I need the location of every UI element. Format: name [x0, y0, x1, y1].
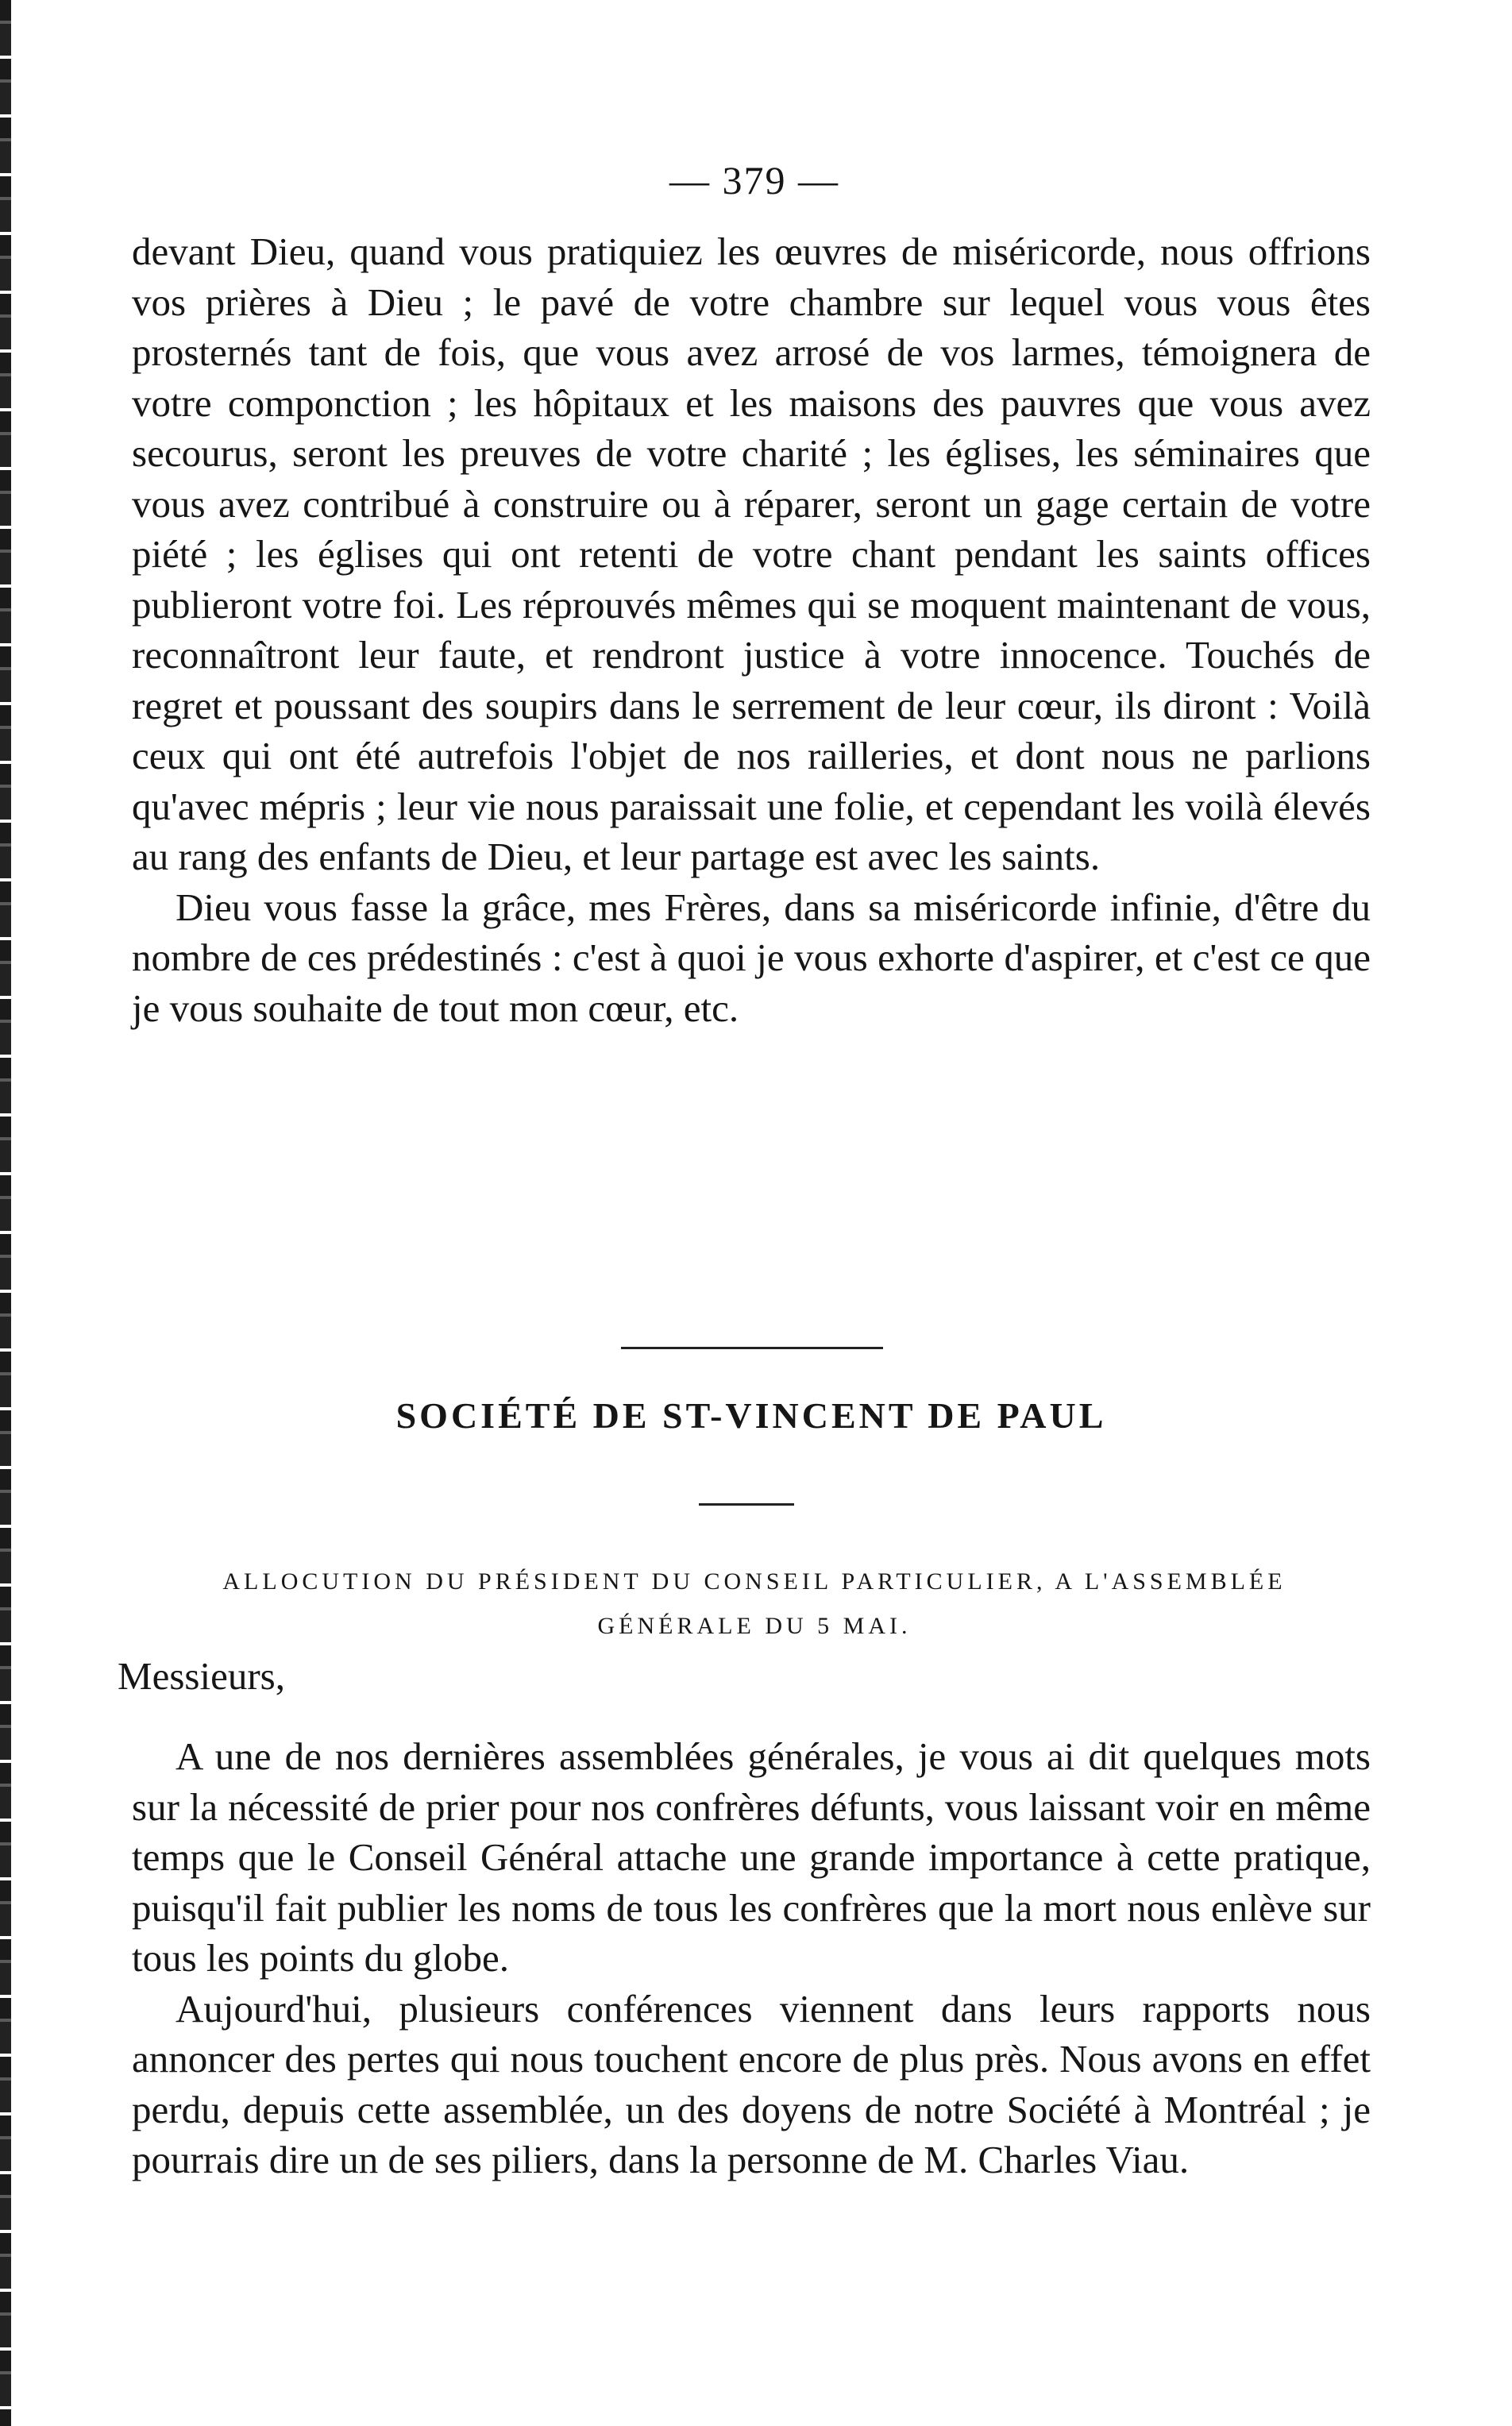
page-number: — 379 — [669, 158, 839, 202]
section-divider [621, 1347, 883, 1349]
paragraph: Dieu vous fasse la grâce, mes Frères, dans sa miséricorde infinie, d'être du nombre de ces prédestinés : c'est à quoi je vous exhorte d'aspirer, et c'est ce que je vous souhaite de tout mon cœur, etc. [132, 885, 1371, 1030]
section-heading: SOCIÉTÉ DE ST-VINCENT DE PAUL [395, 1395, 1107, 1436]
sermon-conclusion [132, 226, 1371, 1033]
paragraph: Aujourd'hui, plusieurs conférences viennent dans leurs rapports nous annoncer des pertes qui nous touchent encore de plus près. Nous avons en effet perdu, depuis cette assemblée, un des doyens de notre Société à Montréal ; je pourrais dire un de ses piliers, dans la personne de M. Charles Viau. [132, 1986, 1371, 2181]
heading-rule [699, 1503, 794, 1506]
paragraph: devant Dieu, quand vous pratiquiez les œuvres de miséricorde, nous offrions vos prières à Dieu ; le pavé de votre chambre sur lequel vous vous êtes prosternés tant de fois, que vous avez arrosé de vos larmes, témoignera de votre componction ; les hôpitaux et les maisons des pauvres que vous avez secourus, seront les preuves de votre charité ; les églises, les séminaires que vous avez contribué à construire ou à réparer, seront un gage certain de votre piété ; les églises qui ont retenti de votre chant pendant les saints offices publieront votre foi. Les réprouvés mêmes qui se moquent maintenant de vous, reconnaîtront leur faute, et rendront justice à votre innocence. Touchés de regret et poussant des soupirs dans le serrement de leur cœur, ils diront : Voilà ceux qui ont été autrefois l'objet de nos railleries, et dont nous ne parlions qu'avec mépris ; leur vie nous paraissait une folie, et cependant les voilà élevés au rang des enfants de Dieu, et leur partage est avec les saints. [132, 229, 1371, 878]
subtitle-line: ALLOCUTION DU PRÉSIDENT DU CONSEIL PARTICULIER, A L'ASSEMBLÉE [222, 1568, 1286, 1595]
salutation: Messieurs, [118, 1654, 285, 1698]
book-binding-edge [0, 0, 11, 2426]
subtitle-line: GÉNÉRALE DU 5 MAI. [597, 1613, 912, 1639]
allocution-subtitle [111, 1560, 1398, 1649]
allocution-text [132, 1731, 1371, 2185]
paragraph: A une de nos dernières assemblées générales, je vous ai dit quelques mots sur la nécessité de prier pour nos confrères défunts, vous laissant voir en même temps que le Conseil Général attache une grande importance à cette pratique, puisqu'il fait publier les noms de tous les confrères que la mort nous enlève sur tous les points du globe. [132, 1734, 1371, 1980]
